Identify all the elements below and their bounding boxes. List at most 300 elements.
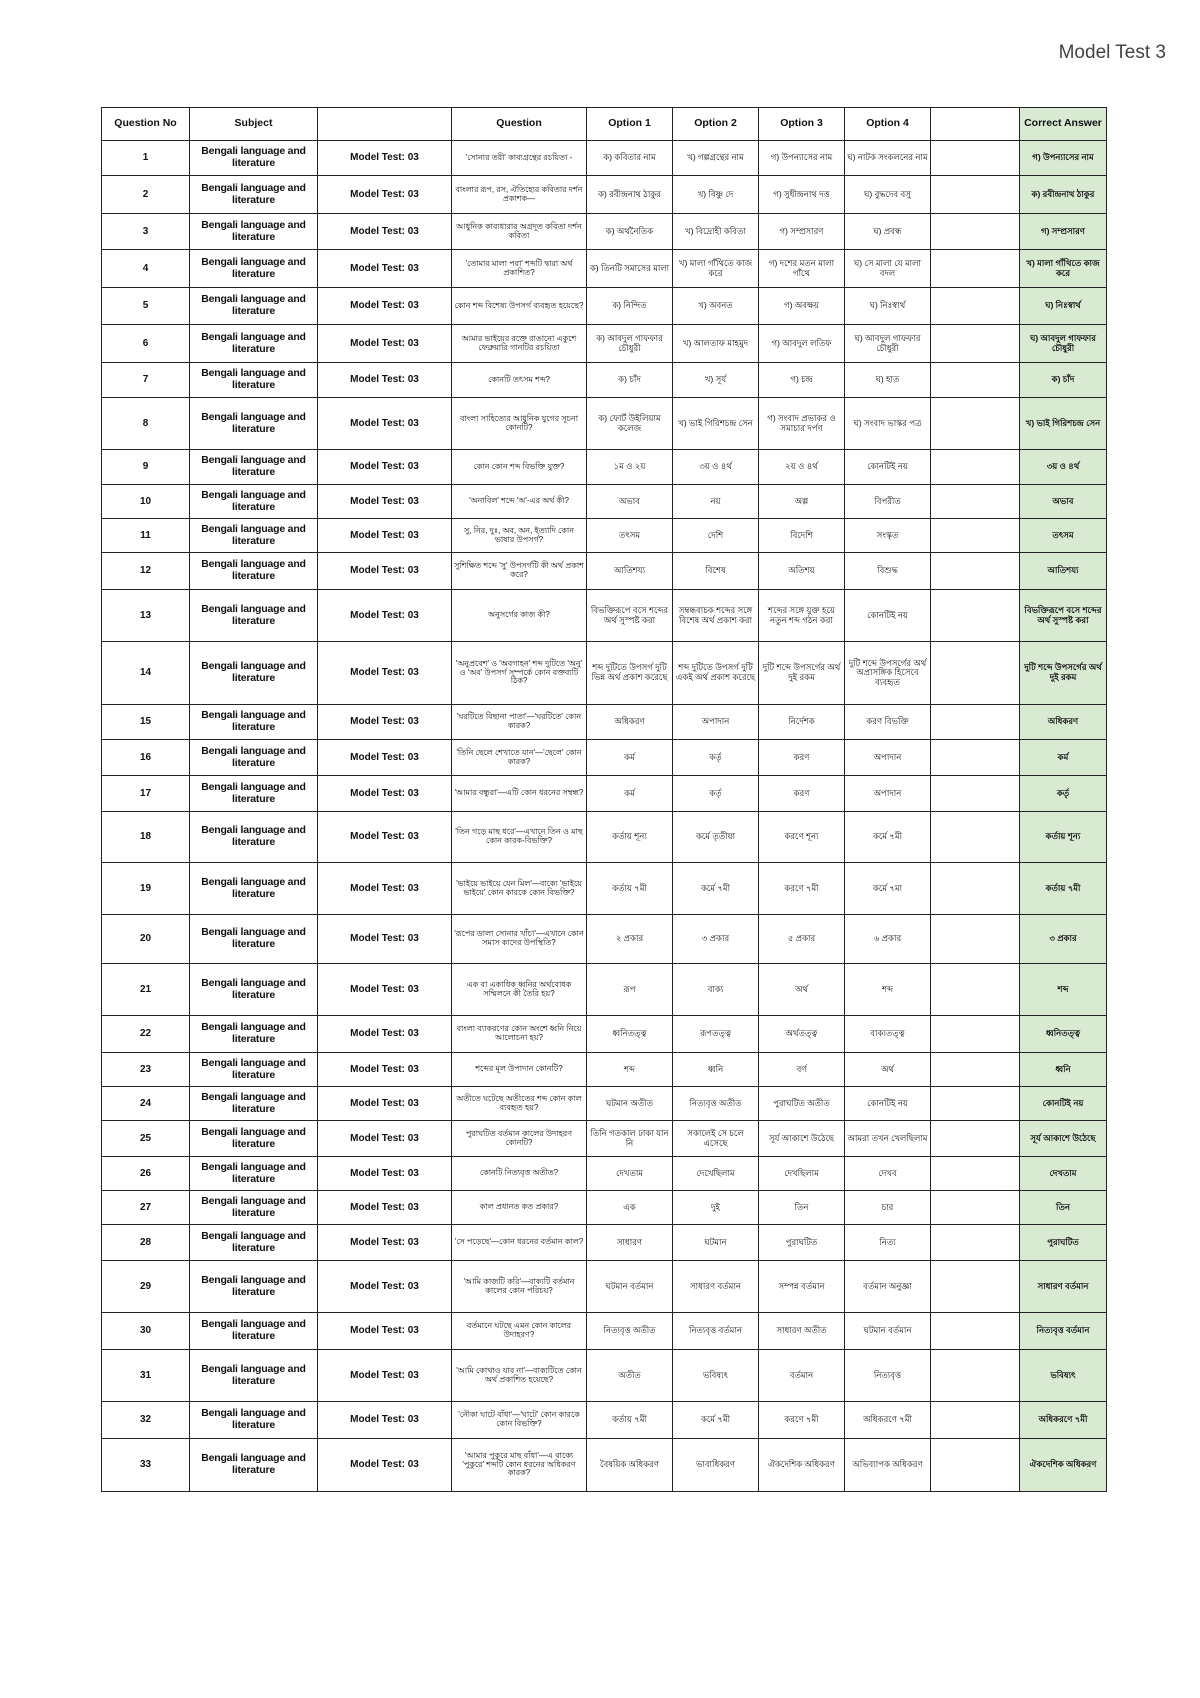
blank-cell [931, 590, 1020, 642]
option-2-cell: খ) মালা গাঁথিতে কাজ করে [673, 250, 759, 288]
correct-answer-cell: সাধারণ বর্তমান [1020, 1261, 1107, 1313]
page-title: Model Test 3 [1058, 42, 1166, 63]
option-3-cell: বর্তমান [759, 1350, 845, 1402]
model-test-cell: Model Test: 03 [318, 1225, 452, 1261]
option-4-cell: অপাদান [845, 740, 931, 776]
option-4-cell: অভিব্যাপক অধিকরণ [845, 1439, 931, 1492]
option-2-cell: দেশি [673, 519, 759, 553]
model-test-cell: Model Test: 03 [318, 553, 452, 590]
table-row [102, 1313, 1107, 1350]
table-row [102, 964, 1107, 1016]
question-number-cell: 12 [102, 553, 190, 590]
option-1-cell: ক) আবদুল গাফফার চৌধুরী [587, 325, 673, 363]
option-3-cell: করণ [759, 740, 845, 776]
option-2-cell: শব্দ দুটিতে উপসর্গ দুটি একই অর্থ প্রকাশ করেছে [673, 642, 759, 705]
option-2-cell: কর্তৃ [673, 776, 759, 812]
option-1-cell: ঘটমান বর্তমান [587, 1261, 673, 1313]
table-row [102, 1121, 1107, 1157]
question-number-cell: 26 [102, 1157, 190, 1191]
correct-answer-cell: ৩ প্রকার [1020, 915, 1107, 964]
option-4-cell: কোনটিই নয় [845, 1087, 931, 1121]
option-2-cell: খ) বিষ্ণু দে [673, 176, 759, 214]
blank-cell [931, 1191, 1020, 1225]
blank-cell [931, 1225, 1020, 1261]
correct-answer-cell: ঐকদেশিক অধিকরণ [1020, 1439, 1107, 1492]
option-2-cell: খ) সূর্য [673, 363, 759, 398]
correct-answer-cell: কর্তায় ৭মী [1020, 863, 1107, 915]
correct-answer-cell: বিভক্তিরূপে বসে শব্দের অর্থ সুস্পষ্ট করা [1020, 590, 1107, 642]
subject-cell: Bengali language and literature [190, 325, 318, 363]
blank-cell [931, 915, 1020, 964]
table-body [102, 141, 1107, 1492]
correct-answer-cell: কর্তায় শূন্য [1020, 812, 1107, 863]
question-cell: কোনটি তৎসম শব্দ? [452, 363, 587, 398]
option-1-cell: আতিশয্য [587, 553, 673, 590]
question-cell: 'আমি কোথাও যাব না'—বাক্যটিতে কোন অর্থ প্রকাশিত হয়েছে? [452, 1350, 587, 1402]
option-4-cell: কর্মে ৭মী [845, 812, 931, 863]
option-1-cell: ক) কবিতার নাম [587, 141, 673, 176]
question-cell: 'তিনি ছেলে শেখাতে যান'—'ছেলে' কোন কারক? [452, 740, 587, 776]
blank-cell [931, 450, 1020, 485]
option-4-cell: অধিকরণে ৭মী [845, 1402, 931, 1439]
option-4-cell: দেখব [845, 1157, 931, 1191]
subject-cell: Bengali language and literature [190, 485, 318, 519]
subject-cell: Bengali language and literature [190, 250, 318, 288]
option-4-cell: ঘ) বুদ্ধদেব বসু [845, 176, 931, 214]
table-row [102, 1191, 1107, 1225]
option-1-cell: কর্তায় শূন্য [587, 812, 673, 863]
question-cell: পুরাঘটিত বর্তমান কালের উদাহরণ কোনটি? [452, 1121, 587, 1157]
option-4-cell: ঘ) নিঃস্বার্থ [845, 288, 931, 325]
blank-cell [931, 1402, 1020, 1439]
blank-cell [931, 1261, 1020, 1313]
option-4-cell: কোনটিই নয় [845, 450, 931, 485]
blank-cell [931, 642, 1020, 705]
subject-cell: Bengali language and literature [190, 740, 318, 776]
question-table [101, 107, 1107, 1492]
question-number-cell: 15 [102, 705, 190, 740]
model-test-cell: Model Test: 03 [318, 214, 452, 250]
table-row [102, 1225, 1107, 1261]
table-row [102, 863, 1107, 915]
question-cell: অনুসর্গের কাজ কী? [452, 590, 587, 642]
correct-answer-cell: নিত্যবৃত্ত বর্তমান [1020, 1313, 1107, 1350]
blank-cell [931, 325, 1020, 363]
option-3-cell: শব্দের সঙ্গে যুক্ত হয়ে নতুন শব্দ গঠন করা [759, 590, 845, 642]
model-test-cell: Model Test: 03 [318, 485, 452, 519]
question-cell: বর্তমানে ঘটছে এমন কোন কালের উদাহরণ? [452, 1313, 587, 1350]
subject-cell: Bengali language and literature [190, 1402, 318, 1439]
option-2-cell: কর্মে ৭মী [673, 1402, 759, 1439]
option-2-cell: খ) আলতাফ মাহমুদ [673, 325, 759, 363]
option-2-cell: সম্বন্ধবাচক শব্দের সঙ্গে বিশেষ অর্থ প্রকাশ করা [673, 590, 759, 642]
question-cell: সুশিক্ষিত শব্দে 'সু' উপসর্গটি কী অর্থ প্রকাশ করে? [452, 553, 587, 590]
subject-cell: Bengali language and literature [190, 450, 318, 485]
blank-cell [931, 176, 1020, 214]
blank-cell [931, 1087, 1020, 1121]
table-row [102, 1016, 1107, 1053]
blank-cell [931, 288, 1020, 325]
table-row [102, 288, 1107, 325]
option-3-cell: অর্থতত্ত্ব [759, 1016, 845, 1053]
table-row [102, 812, 1107, 863]
table-row [102, 590, 1107, 642]
option-2-cell: কর্মে ৭মী [673, 863, 759, 915]
option-1-cell: ২ প্রকার [587, 915, 673, 964]
option-4-cell: সংস্কৃত [845, 519, 931, 553]
model-test-cell: Model Test: 03 [318, 288, 452, 325]
subject-cell: Bengali language and literature [190, 642, 318, 705]
option-2-cell: অপাদান [673, 705, 759, 740]
correct-answer-cell: অধিকরণে ৭মী [1020, 1402, 1107, 1439]
model-test-cell: Model Test: 03 [318, 863, 452, 915]
subject-cell: Bengali language and literature [190, 1225, 318, 1261]
correct-answer-cell: শব্দ [1020, 964, 1107, 1016]
question-cell: 'ঘরটিতে বিছানা পাতা'—'ঘরটিতে' কোন কারক? [452, 705, 587, 740]
option-4-cell: অপাদান [845, 776, 931, 812]
question-cell: বাংলার রূপ, রস, ঐতিহ্যের কবিতার দর্শন প্রকাশক— [452, 176, 587, 214]
question-cell: কোন কোন শব্দ বিভক্তি যুক্ত? [452, 450, 587, 485]
table-row [102, 915, 1107, 964]
model-test-cell: Model Test: 03 [318, 141, 452, 176]
table-row [102, 1439, 1107, 1492]
blank-cell [931, 214, 1020, 250]
option-4-cell: কর্মে ৭মা [845, 863, 931, 915]
model-test-cell: Model Test: 03 [318, 1053, 452, 1087]
blank-cell [931, 141, 1020, 176]
question-number-cell: 25 [102, 1121, 190, 1157]
correct-answer-cell: ক) রবীন্দ্রনাথ ঠাকুর [1020, 176, 1107, 214]
option-3-cell: ২য় ও ৪র্থ [759, 450, 845, 485]
option-2-cell: নিত্যবৃত্ত অতীত [673, 1087, 759, 1121]
correct-answer-cell: দেখতাম [1020, 1157, 1107, 1191]
question-number-cell: 6 [102, 325, 190, 363]
correct-answer-cell: গ) সম্প্রসারণ [1020, 214, 1107, 250]
option-3-cell: গ) দশের মতন মালা গাঁথে [759, 250, 845, 288]
blank-cell [931, 250, 1020, 288]
table-row [102, 1402, 1107, 1439]
option-3-cell: তিন [759, 1191, 845, 1225]
subject-cell: Bengali language and literature [190, 776, 318, 812]
option-3-cell: গ) সংবাদ প্রভাকর ও সমাচার দর্পণ [759, 398, 845, 450]
option-2-cell: কর্মে তৃতীয়া [673, 812, 759, 863]
correct-answer-cell: ভবিষ্যৎ [1020, 1350, 1107, 1402]
option-1-cell: কর্ম [587, 740, 673, 776]
question-number-cell: 30 [102, 1313, 190, 1350]
option-3-cell: সাধারণ অতীত [759, 1313, 845, 1350]
subject-cell: Bengali language and literature [190, 1313, 318, 1350]
subject-cell: Bengali language and literature [190, 915, 318, 964]
model-test-cell: Model Test: 03 [318, 1191, 452, 1225]
table-row [102, 450, 1107, 485]
option-1-cell: নিত্যবৃত্ত অতীত [587, 1313, 673, 1350]
option-1-cell: তৎসম [587, 519, 673, 553]
option-1-cell: সাধারণ [587, 1225, 673, 1261]
model-test-cell: Model Test: 03 [318, 1402, 452, 1439]
option-3-cell: গ) সম্প্রসারণ [759, 214, 845, 250]
blank-cell [931, 863, 1020, 915]
option-1-cell: কর্তায় ৭মী [587, 1402, 673, 1439]
option-3-cell: সূর্য আকাশে উঠেছে [759, 1121, 845, 1157]
question-number-cell: 5 [102, 288, 190, 325]
blank-cell [931, 1313, 1020, 1350]
option-1-cell: ক) নিন্দিত [587, 288, 673, 325]
table-row [102, 553, 1107, 590]
table-row [102, 176, 1107, 214]
option-4-cell: চার [845, 1191, 931, 1225]
question-number-cell: 10 [102, 485, 190, 519]
correct-answer-cell: কোনটিই নয় [1020, 1087, 1107, 1121]
correct-answer-cell: ক) চাঁদ [1020, 363, 1107, 398]
option-4-cell: নিত্য [845, 1225, 931, 1261]
table-row [102, 705, 1107, 740]
option-3-cell: অল্প [759, 485, 845, 519]
option-2-cell: নয় [673, 485, 759, 519]
header-row [102, 108, 1107, 141]
option-1-cell: ক) তিনটি সমাসের মালা [587, 250, 673, 288]
option-1-cell: ক) অর্থনৈতিক [587, 214, 673, 250]
option-4-cell: অর্থ [845, 1053, 931, 1087]
model-test-cell: Model Test: 03 [318, 705, 452, 740]
model-test-cell: Model Test: 03 [318, 1016, 452, 1053]
option-2-cell: সকালেই সে চলে এসেছে [673, 1121, 759, 1157]
table-row [102, 363, 1107, 398]
option-3-cell: করণ [759, 776, 845, 812]
option-4-cell: ৬ প্রকার [845, 915, 931, 964]
column-header-test [318, 108, 452, 141]
question-cell: সু, নির, দুঃ, অব, অন, ইত্যাদি কোন ভাষার উপসর্গ? [452, 519, 587, 553]
column-header-blank [931, 108, 1020, 141]
option-3-cell: পুরাঘটিত অতীত [759, 1087, 845, 1121]
question-number-cell: 20 [102, 915, 190, 964]
table-row [102, 214, 1107, 250]
question-cell: কোনটি নিত্যবৃত্ত অতীত? [452, 1157, 587, 1191]
blank-cell [931, 485, 1020, 519]
column-header-question: Question [452, 108, 587, 141]
question-number-cell: 22 [102, 1016, 190, 1053]
option-2-cell: নিত্যবৃত্ত বর্তমান [673, 1313, 759, 1350]
blank-cell [931, 1016, 1020, 1053]
option-3-cell: করণে ৭মী [759, 863, 845, 915]
table-row [102, 1053, 1107, 1087]
question-cell: 'আমার বন্ধুরা'—এটি কোন ধরনের সম্বন্ধ? [452, 776, 587, 812]
subject-cell: Bengali language and literature [190, 1016, 318, 1053]
question-cell: কাল প্রধানত কত প্রকার? [452, 1191, 587, 1225]
correct-answer-cell: অভাব [1020, 485, 1107, 519]
question-number-cell: 16 [102, 740, 190, 776]
option-3-cell: করণে ৭মী [759, 1402, 845, 1439]
option-1-cell: শব্দ [587, 1053, 673, 1087]
option-4-cell: ঘ) হাত [845, 363, 931, 398]
model-test-cell: Model Test: 03 [318, 1261, 452, 1313]
subject-cell: Bengali language and literature [190, 1350, 318, 1402]
correct-answer-cell: ঘ) নিঃস্বার্থ [1020, 288, 1107, 325]
subject-cell: Bengali language and literature [190, 553, 318, 590]
option-4-cell: বাক্যতত্ত্ব [845, 1016, 931, 1053]
option-1-cell: অতীত [587, 1350, 673, 1402]
subject-cell: Bengali language and literature [190, 705, 318, 740]
option-3-cell: অর্থ [759, 964, 845, 1016]
option-4-cell: বর্তমান অনুজ্ঞা [845, 1261, 931, 1313]
correct-answer-cell: ধ্বনি [1020, 1053, 1107, 1087]
correct-answer-cell: ৩য় ও ৪র্থ [1020, 450, 1107, 485]
table-row [102, 1087, 1107, 1121]
column-header-option-1: Option 1 [587, 108, 673, 141]
question-cell: 'আমি কাজটি করি'—বাক্যটি বর্তমান কালের কোন পরিচয়? [452, 1261, 587, 1313]
model-test-cell: Model Test: 03 [318, 250, 452, 288]
option-2-cell: কর্তৃ [673, 740, 759, 776]
model-test-cell: Model Test: 03 [318, 519, 452, 553]
column-header-correct-answer: Correct Answer [1020, 108, 1107, 141]
question-number-cell: 13 [102, 590, 190, 642]
table-row [102, 519, 1107, 553]
option-4-cell: নিত্যবৃত্ত [845, 1350, 931, 1402]
subject-cell: Bengali language and literature [190, 214, 318, 250]
question-number-cell: 8 [102, 398, 190, 450]
question-number-cell: 19 [102, 863, 190, 915]
option-1-cell: শব্দ দুটিতে উপসর্গ দুটি ভিন্ন অর্থ প্রকাশ করেছে [587, 642, 673, 705]
question-cell: 'তিন গড়ে মাছ ধরে'—এখানে তিন ও মাছ কোন কারক-বিভক্তি? [452, 812, 587, 863]
correct-answer-cell: পুরাঘটিত [1020, 1225, 1107, 1261]
correct-answer-cell: তৎসম [1020, 519, 1107, 553]
subject-cell: Bengali language and literature [190, 863, 318, 915]
subject-cell: Bengali language and literature [190, 363, 318, 398]
question-number-cell: 2 [102, 176, 190, 214]
model-test-cell: Model Test: 03 [318, 776, 452, 812]
option-4-cell: ঘ) প্রবন্ধ [845, 214, 931, 250]
model-test-cell: Model Test: 03 [318, 1121, 452, 1157]
blank-cell [931, 1157, 1020, 1191]
question-number-cell: 9 [102, 450, 190, 485]
question-cell: 'রূপের ডালা সোনার খাঁচা'—এখানে কোন সমাস কাদের উপস্থিতি? [452, 915, 587, 964]
question-cell: বাংলা সাহিত্যের আধুনিক যুগের সূচনা কোনটি? [452, 398, 587, 450]
model-test-cell: Model Test: 03 [318, 915, 452, 964]
model-test-cell: Model Test: 03 [318, 964, 452, 1016]
column-header-subject: Subject [190, 108, 318, 141]
option-2-cell: ৩য় ও ৪র্থ [673, 450, 759, 485]
table-row [102, 1261, 1107, 1313]
blank-cell [931, 1053, 1020, 1087]
question-cell: শব্দের মূল উপাদান কোনটি? [452, 1053, 587, 1087]
question-number-cell: 18 [102, 812, 190, 863]
option-4-cell: ঘ) আবদুল গাফফার চৌধুরী [845, 325, 931, 363]
subject-cell: Bengali language and literature [190, 1121, 318, 1157]
option-4-cell: আমরা তখন খেলছিলাম [845, 1121, 931, 1157]
correct-answer-cell: কর্তৃ [1020, 776, 1107, 812]
question-cell: আধুনিক কাব্যধারার অগ্রদূত কবিতা দর্শন কবিতা [452, 214, 587, 250]
subject-cell: Bengali language and literature [190, 964, 318, 1016]
correct-answer-cell: ধ্বনিতত্ত্ব [1020, 1016, 1107, 1053]
correct-answer-cell: কর্ম [1020, 740, 1107, 776]
question-number-cell: 17 [102, 776, 190, 812]
blank-cell [931, 519, 1020, 553]
table-row [102, 1350, 1107, 1402]
option-1-cell: তিনি গতকাল ঢাকা যান নি [587, 1121, 673, 1157]
question-cell: 'আমার পুকুরে মাছ বাঁধা'—এ বাক্যে 'পুকুরে' শব্দটি কোন ধরনের অধিকরণ কারক? [452, 1439, 587, 1492]
table-row [102, 485, 1107, 519]
question-number-cell: 3 [102, 214, 190, 250]
table-row [102, 776, 1107, 812]
blank-cell [931, 1439, 1020, 1492]
model-test-cell: Model Test: 03 [318, 642, 452, 705]
option-1-cell: বিভক্তিরূপে বসে শব্দের অর্থ সুস্পষ্ট করা [587, 590, 673, 642]
option-3-cell: বর্ণ [759, 1053, 845, 1087]
blank-cell [931, 776, 1020, 812]
question-cell: অতীতে ঘটেছে অতীতের শব্দ কোন কাল ব্যবহৃত হয়? [452, 1087, 587, 1121]
option-2-cell: রূপতত্ত্ব [673, 1016, 759, 1053]
subject-cell: Bengali language and literature [190, 288, 318, 325]
correct-answer-cell: তিন [1020, 1191, 1107, 1225]
table-row [102, 250, 1107, 288]
option-3-cell: ৫ প্রকার [759, 915, 845, 964]
table-row [102, 325, 1107, 363]
table-row [102, 1157, 1107, 1191]
correct-answer-cell: গ) উপন্যাসের নাম [1020, 141, 1107, 176]
subject-cell: Bengali language and literature [190, 176, 318, 214]
option-3-cell: করণে শূন্য [759, 812, 845, 863]
column-header-option-3: Option 3 [759, 108, 845, 141]
model-test-cell: Model Test: 03 [318, 1087, 452, 1121]
correct-answer-cell: খ) মালা গাঁথিতে কাজ করে [1020, 250, 1107, 288]
option-3-cell: অতিশয় [759, 553, 845, 590]
option-1-cell: বৈষয়িক অধিকরণ [587, 1439, 673, 1492]
column-header-question-no: Question No [102, 108, 190, 141]
question-cell: 'ভাইয়ে ভাইয়ে যেন মিল'—বাক্যে 'ভাইয়ে ভাইয়ে' কোন কারকে কোন বিভক্তি? [452, 863, 587, 915]
question-cell: এক বা একাধিক ধ্বনির অর্থবোধক সম্মিলনে কী তৈরি হয়? [452, 964, 587, 1016]
subject-cell: Bengali language and literature [190, 1087, 318, 1121]
table-row [102, 642, 1107, 705]
option-4-cell: শব্দ [845, 964, 931, 1016]
option-1-cell: কর্ম [587, 776, 673, 812]
blank-cell [931, 363, 1020, 398]
model-test-cell: Model Test: 03 [318, 325, 452, 363]
option-4-cell: বিপরীত [845, 485, 931, 519]
option-2-cell: ভাবাধিকরণ [673, 1439, 759, 1492]
subject-cell: Bengali language and literature [190, 141, 318, 176]
question-number-cell: 28 [102, 1225, 190, 1261]
correct-answer-cell: আতিশয্য [1020, 553, 1107, 590]
option-3-cell: দেখছিলাম [759, 1157, 845, 1191]
question-number-cell: 33 [102, 1439, 190, 1492]
blank-cell [931, 553, 1020, 590]
model-test-cell: Model Test: 03 [318, 1350, 452, 1402]
option-4-cell: ঘ) সংবাদ ভাস্কর পত্র [845, 398, 931, 450]
model-test-cell: Model Test: 03 [318, 590, 452, 642]
option-3-cell: গ) উপন্যাসের নাম [759, 141, 845, 176]
option-2-cell: খ) বিদ্রোহী কবিতা [673, 214, 759, 250]
option-2-cell: ৩ প্রকার [673, 915, 759, 964]
blank-cell [931, 740, 1020, 776]
option-4-cell: দুটি শব্দে উপসর্গের অর্থ অপ্রাসঙ্গিক হিসেবে ব্যবহৃত [845, 642, 931, 705]
subject-cell: Bengali language and literature [190, 1053, 318, 1087]
option-4-cell: ঘটমান বর্তমান [845, 1313, 931, 1350]
subject-cell: Bengali language and literature [190, 1157, 318, 1191]
column-header-option-2: Option 2 [673, 108, 759, 141]
option-2-cell: খ) ভাই গিরিশচন্দ্র সেন [673, 398, 759, 450]
option-2-cell: খ) গল্পগ্রন্থের নাম [673, 141, 759, 176]
question-number-cell: 4 [102, 250, 190, 288]
option-2-cell: বিশেষ [673, 553, 759, 590]
option-3-cell: গ) সুধীন্দ্রনাথ দত্ত [759, 176, 845, 214]
option-1-cell: ক) রবীন্দ্রনাথ ঠাকুর [587, 176, 673, 214]
question-cell: 'নৌকা ঘাটে বাঁধা'—'ঘাটে' কোন কারকে কোন বিভক্তি? [452, 1402, 587, 1439]
option-2-cell: ঘটমান [673, 1225, 759, 1261]
model-test-cell: Model Test: 03 [318, 740, 452, 776]
option-1-cell: এক [587, 1191, 673, 1225]
question-number-cell: 11 [102, 519, 190, 553]
option-2-cell: দেখেছিলাম [673, 1157, 759, 1191]
blank-cell [931, 812, 1020, 863]
